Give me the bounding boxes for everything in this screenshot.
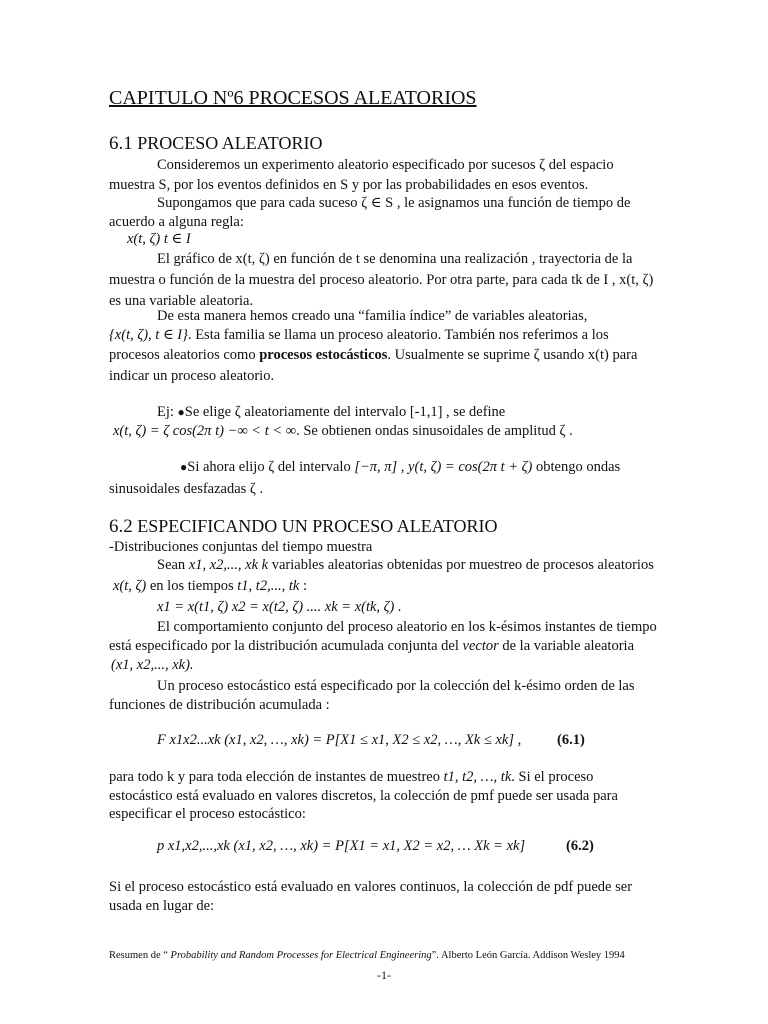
equation-6-2: p x1,x2,...,xk (x1, x2, …, xk) = P[X1 = x1, X2 = x2, … Xk = xk] bbox=[157, 838, 526, 854]
paragraph-line: De esta manera hemos creado una “familia índice” de variables aleatorias, bbox=[157, 308, 588, 324]
math-expression: x(t, ζ) = ζ cos(2π t) −∞ < t < ∞ bbox=[113, 423, 297, 439]
paragraph-line: El gráfico de x(t, ζ) en función de t se denomina una realización , trayectoria de la bbox=[157, 251, 633, 267]
paragraph-line bbox=[113, 422, 573, 440]
math-expression: (x1, x2,..., xk). bbox=[111, 657, 194, 673]
equation-tag: (6.1) bbox=[557, 732, 585, 748]
text-span: para todo k y para toda elección de instantes de muestreo bbox=[109, 769, 444, 785]
paragraph-line: muestra o función de la muestra del proceso aleatorio. Por otra parte, para cada tk de I , x(t, ζ) bbox=[109, 272, 654, 288]
equation-tag: (6.2) bbox=[566, 838, 594, 854]
paragraph-line: es una variable aleatoria. bbox=[109, 293, 254, 309]
paragraph-line: Si el proceso estocástico está evaluado en valores continuos, la colección de pdf puede ser bbox=[109, 879, 633, 895]
text-span: de la variable aleatoria bbox=[498, 638, 635, 654]
paragraph-line: Supongamos que para cada suceso ζ ∈ S , le asignamos una función de tiempo de bbox=[157, 195, 631, 211]
page-number: -1- bbox=[377, 968, 391, 982]
paragraph-line: Un proceso estocástico está especificado por la colección del k-ésimo orden de las bbox=[157, 678, 635, 694]
text-span: Sean bbox=[157, 557, 189, 573]
paragraph-line bbox=[109, 346, 637, 364]
paragraph-line bbox=[113, 577, 307, 595]
paragraph-line bbox=[109, 637, 634, 655]
paragraph-line: funciones de distribución acumulada : bbox=[109, 697, 330, 713]
section-heading-6-1 bbox=[109, 133, 322, 155]
math-expression: [−π, π] , y(t, ζ) = cos(2π t + ζ) bbox=[354, 459, 533, 475]
text-span: procesos aleatorios como bbox=[109, 347, 260, 363]
section-title: ESPECIFICANDO UN PROCESO ALEATORIO bbox=[137, 516, 498, 536]
paragraph-line: usada en lugar de: bbox=[109, 898, 215, 914]
paragraph-line: especificar el proceso estocástico: bbox=[109, 806, 306, 822]
example-label: Ej: bbox=[157, 404, 178, 420]
text-span: está especificado por la distribución acumulada conjunta del bbox=[109, 638, 463, 654]
paragraph-line: Consideremos un experimento aleatorio especificado por sucesos ζ del espacio bbox=[157, 157, 614, 173]
section-heading-6-2 bbox=[109, 516, 497, 538]
paragraph-line: muestra S, por los eventos definidos en S y por las probabilidades en esos eventos. bbox=[109, 177, 589, 193]
example-line bbox=[180, 458, 620, 476]
paragraph-line bbox=[109, 326, 609, 344]
math-expression: t1, t2,..., tk bbox=[237, 578, 300, 594]
text-span: ”. Alberto León García. Addison Wesley 1994 bbox=[431, 950, 625, 961]
text-span: . Esta familia se llama un proceso aleatorio. También nos referimos a los bbox=[187, 327, 609, 343]
paragraph-line: acuerdo a alguna regla: bbox=[109, 214, 244, 230]
math-expression: x(t, ζ) t ∈ I bbox=[127, 231, 191, 247]
section-title: PROCESO ALEATORIO bbox=[137, 133, 323, 153]
paragraph-line: sinusoidales desfazadas ζ . bbox=[109, 481, 264, 497]
text-span: . Se obtienen ondas sinusoidales de amplitud ζ . bbox=[296, 423, 573, 439]
equation-6-1: F x1x2...xk (x1, x2, …, xk) = P[X1 ≤ x1, X2 ≤ x2, …, Xk ≤ xk] , bbox=[157, 732, 522, 748]
footer-citation bbox=[109, 950, 625, 961]
text-span: Se elige ζ aleatoriamente del intervalo [-1,1] , se define bbox=[184, 404, 506, 420]
bullet-icon: ● bbox=[177, 405, 185, 419]
math-expression: t1, t2, …, tk bbox=[443, 769, 512, 785]
paragraph-line: El comportamiento conjunto del proceso aleatorio en los k-ésimos instantes de tiempo bbox=[157, 619, 657, 635]
paragraph-line bbox=[157, 556, 654, 574]
text-span: . Si el proceso bbox=[511, 769, 594, 785]
section-number: 6.2 bbox=[109, 516, 133, 537]
section-number: 6.1 bbox=[109, 133, 133, 154]
text-span: Si ahora elijo ζ del intervalo bbox=[187, 459, 355, 475]
paragraph-line bbox=[109, 768, 593, 786]
text-span: en los tiempos bbox=[146, 578, 238, 594]
text-span: : bbox=[299, 578, 307, 594]
text-span: obtengo ondas bbox=[532, 459, 621, 475]
math-expression: x1, x2,..., xk k bbox=[188, 557, 269, 573]
math-expression: {x(t, ζ), t ∈ I} bbox=[109, 327, 188, 343]
paragraph-line: -Distribuciones conjuntas del tiempo muestra bbox=[109, 539, 373, 555]
example-line bbox=[157, 403, 505, 421]
math-expression: x1 = x(t1, ζ) x2 = x(t2, ζ) .... xk = x(tk, ζ) . bbox=[157, 599, 402, 615]
chapter-title: CAPITULO Nº6 PROCESOS ALEATORIOS bbox=[109, 87, 477, 109]
math-expression: x(t, ζ) bbox=[113, 578, 147, 594]
bold-term: procesos estocásticos bbox=[259, 347, 388, 363]
text-span: . Usualmente se suprime ζ usando x(t) para bbox=[387, 347, 638, 363]
bullet-icon: ● bbox=[180, 460, 188, 474]
paragraph-line: indicar un proceso aleatorio. bbox=[109, 368, 275, 384]
book-title: Probability and Random Processes for Electrical Engineering bbox=[170, 950, 432, 961]
text-span: Resumen de “ bbox=[109, 950, 171, 961]
paragraph-line: estocástico está evaluado en valores discretos, la colección de pmf puede ser usada para bbox=[109, 788, 618, 804]
text-span: variables aleatorias obtenidas por muestreo de procesos aleatorios bbox=[268, 557, 654, 573]
italic-term: vector bbox=[462, 638, 499, 654]
